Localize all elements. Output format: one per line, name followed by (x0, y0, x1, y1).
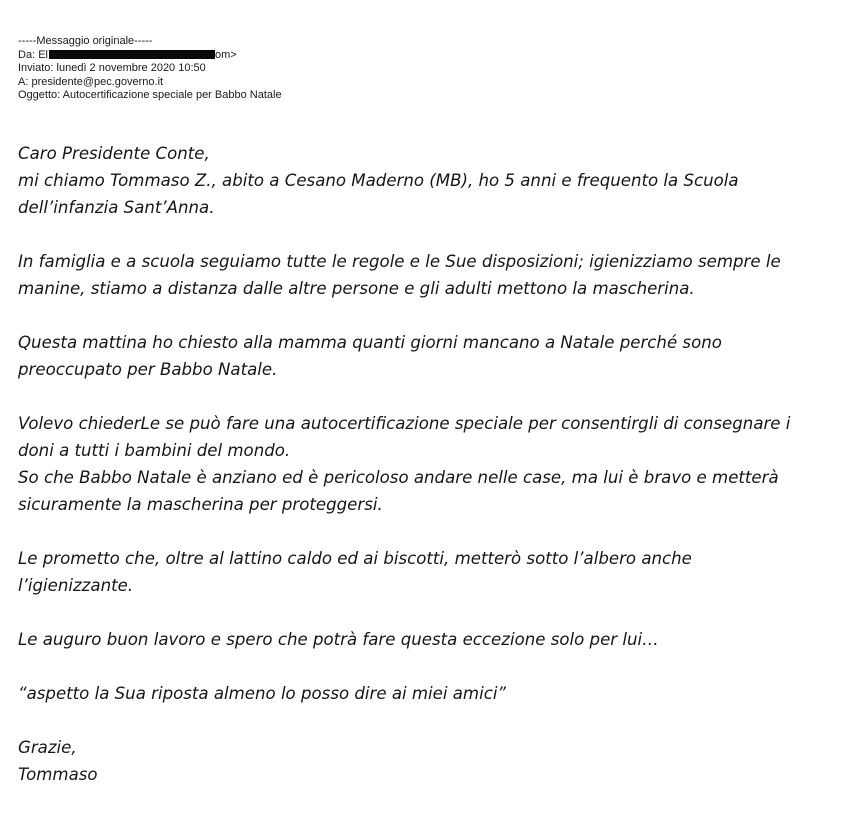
paragraph-gap (18, 302, 848, 329)
subject-line (18, 89, 282, 103)
paragraph-5-line: l’igienizzante. (18, 576, 134, 595)
paragraph-2-line: In famiglia e a scuola seguiamo tutte le regole e le Sue disposizioni; igienizziamo sempre le (18, 252, 781, 271)
paragraph-gap (18, 518, 848, 545)
signature: Tommaso (18, 765, 98, 784)
from-suffix: om> (214, 48, 237, 61)
paragraph-3-line: preoccupato per Babbo Natale. (18, 360, 278, 379)
paragraph-6: Le auguro buon lavoro e spero che potrà fare questa eccezione solo per lui… (18, 630, 659, 649)
sent-label: Inviato: (18, 62, 54, 74)
to-value: presidente@pec.governo.it (31, 75, 164, 88)
greeting: Caro Presidente Conte, (18, 144, 210, 163)
paragraph-4-line: sicuramente la mascherina per proteggersi. (18, 495, 383, 514)
paragraph-1-line: dell’infanzia Sant’Anna. (18, 198, 215, 217)
letter-body (18, 140, 848, 788)
from-prefix: El (38, 48, 48, 61)
email-header (18, 35, 282, 103)
paragraph-gap (18, 707, 848, 734)
from-line (18, 49, 282, 63)
paragraph-1-line: mi chiamo Tommaso Z., abito a Cesano Maderno (MB), ho 5 anni e frequento la Scuola (18, 171, 739, 190)
paragraph-4-line: So che Babbo Natale è anziano ed è pericoloso andare nelle case, ma lui è bravo e metterà (18, 468, 779, 487)
sent-value: lunedì 2 novembre 2020 10:50 (56, 62, 206, 74)
paragraph-4-line: doni a tutti i bambini del mondo. (18, 441, 291, 460)
paragraph-3-line: Questa mattina ho chiesto alla mamma quanti giorni mancano a Natale perché sono (18, 333, 722, 352)
subject-value: Autocertificazione speciale per Babbo Natale (62, 89, 282, 101)
paragraph-gap (18, 599, 848, 626)
to-label: A: (18, 75, 29, 88)
to-line (18, 76, 282, 90)
paragraph-2-line: manine, stiamo a distanza dalle altre persone e gli adulti mettono la mascherina. (18, 279, 695, 298)
subject-label: Oggetto: (18, 89, 61, 101)
redaction-bar (49, 50, 215, 59)
paragraph-7-quote: “aspetto la Sua riposta almeno lo posso dire ai miei amici” (18, 684, 507, 703)
paragraph-gap (18, 653, 848, 680)
from-label: Da: (18, 48, 36, 61)
paragraph-5-line: Le prometto che, oltre al lattino caldo ed ai biscotti, metterò sotto l’albero anche (18, 549, 692, 568)
paragraph-gap (18, 383, 848, 410)
sent-line (18, 62, 282, 76)
closing: Grazie, (18, 738, 77, 757)
paragraph-gap (18, 221, 848, 248)
original-message-separator: -----Messaggio originale----- (18, 35, 153, 47)
paragraph-4-line: Volevo chiederLe se può fare una autocertificazione speciale per consentirgli di consegnare i (18, 414, 791, 433)
